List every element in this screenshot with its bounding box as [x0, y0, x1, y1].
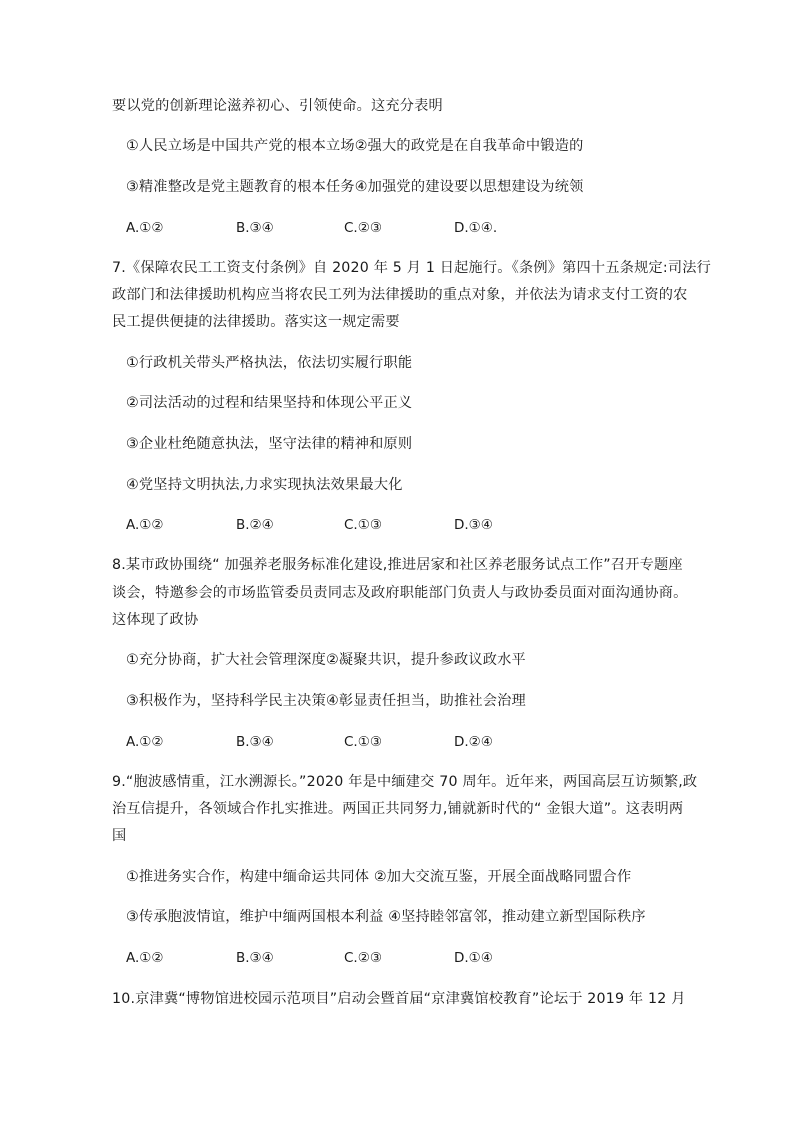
question-9-option-3-4: ③传承胞波情谊，维护中缅两国根本利益 ④坚持睦邻富邻，推动建立新型国际秩序	[126, 909, 646, 925]
question-10-stem-line-1: 10.京津冀“博物馆进校园示范项目”启动会暨首届“京津冀馆校教育”论坛于 2019 年 12 月	[112, 991, 686, 1007]
choice-d: D.①④.	[454, 220, 498, 236]
question-9-stem-line-1: 9.“胞波感情重，江水溯源长。”2020 年是中缅建交 70 周年。近年来，两国高层互访频繁,政	[112, 774, 698, 790]
question-7-option-3: ③企业杜绝随意执法，坚守法律的精神和原则	[126, 436, 413, 452]
choice-a: A.①②	[126, 950, 164, 966]
choice-c: C.①③	[344, 734, 382, 750]
choice-c: C.②③	[344, 950, 382, 966]
question-7-stem-line-2: 政部门和法律援助机构应当将农民工列为法律援助的重点对象，并依法为请求支付工资的农	[112, 287, 688, 303]
choice-a: A.①②	[126, 734, 164, 750]
question-7-stem-line-1: 7.《保障农民工工资支付条例》自 2020 年 5 月 1 日起施行。《条例》第四十五条规定:司法行	[112, 260, 711, 276]
choice-c: C.②③	[344, 220, 382, 236]
question-8-stem-line-3: 这体现了政协	[112, 612, 199, 628]
question-8-option-3-4: ③积极作为，坚持科学民主决策④彰显责任担当，助推社会治理	[126, 693, 526, 709]
question-9-stem-line-3: 国	[112, 828, 127, 844]
choice-d: D.②④	[454, 734, 493, 750]
question-7-option-2: ②司法活动的过程和结果坚持和体现公平正义	[126, 395, 413, 411]
choice-a: A.①②	[126, 517, 164, 533]
question-7-option-4: ④党坚持文明执法,力求实现执法效果最大化	[126, 477, 403, 493]
choice-b: B.③④	[236, 950, 274, 966]
question-7-stem-line-3: 民工提供便捷的法律援助。落实这一规定需要	[112, 314, 400, 330]
question-9-option-1-2: ①推进务实合作，构建中缅命运共同体 ②加大交流互鉴，开展全面战略同盟合作	[126, 869, 632, 885]
choice-d: D.③④	[454, 517, 493, 533]
choice-a: A.①②	[126, 220, 164, 236]
question-7-option-1: ①行政机关带头严格执法，依法切实履行职能	[126, 355, 413, 371]
question-6-stem-tail: 要以党的创新理论滋养初心、引领使命。这充分表明	[112, 98, 443, 114]
choice-c: C.①③	[344, 517, 382, 533]
question-6-option-3-4: ③精准整改是党主题教育的根本任务④加强党的建设要以思想建设为统领	[126, 179, 584, 195]
question-8-stem-line-1: 8.某市政协围绕“ 加强养老服务标准化建设,推进居家和社区养老服务试点工作”召开专题座	[112, 557, 683, 573]
question-8-stem-line-2: 谈会，特邀参会的市场监管委员责同志及政府职能部门负责人与政协委员面对面沟通协商。	[112, 585, 688, 601]
choice-b: B.③④	[236, 734, 274, 750]
choice-b: B.②④	[236, 517, 274, 533]
question-6-option-1-2: ①人民立场是中国共产党的根本立场②强大的政党是在自我革命中锻造的	[126, 138, 584, 154]
choice-b: B.③④	[236, 220, 274, 236]
question-8-option-1-2: ①充分协商，扩大社会管理深度②凝聚共识，提升参政议政水平	[126, 652, 526, 668]
choice-d: D.①④	[454, 950, 493, 966]
question-9-stem-line-2: 治互信提升，各领域合作扎实推进。两国正共同努力,铺就新时代的“ 金银大道”。这表明两	[112, 801, 684, 817]
